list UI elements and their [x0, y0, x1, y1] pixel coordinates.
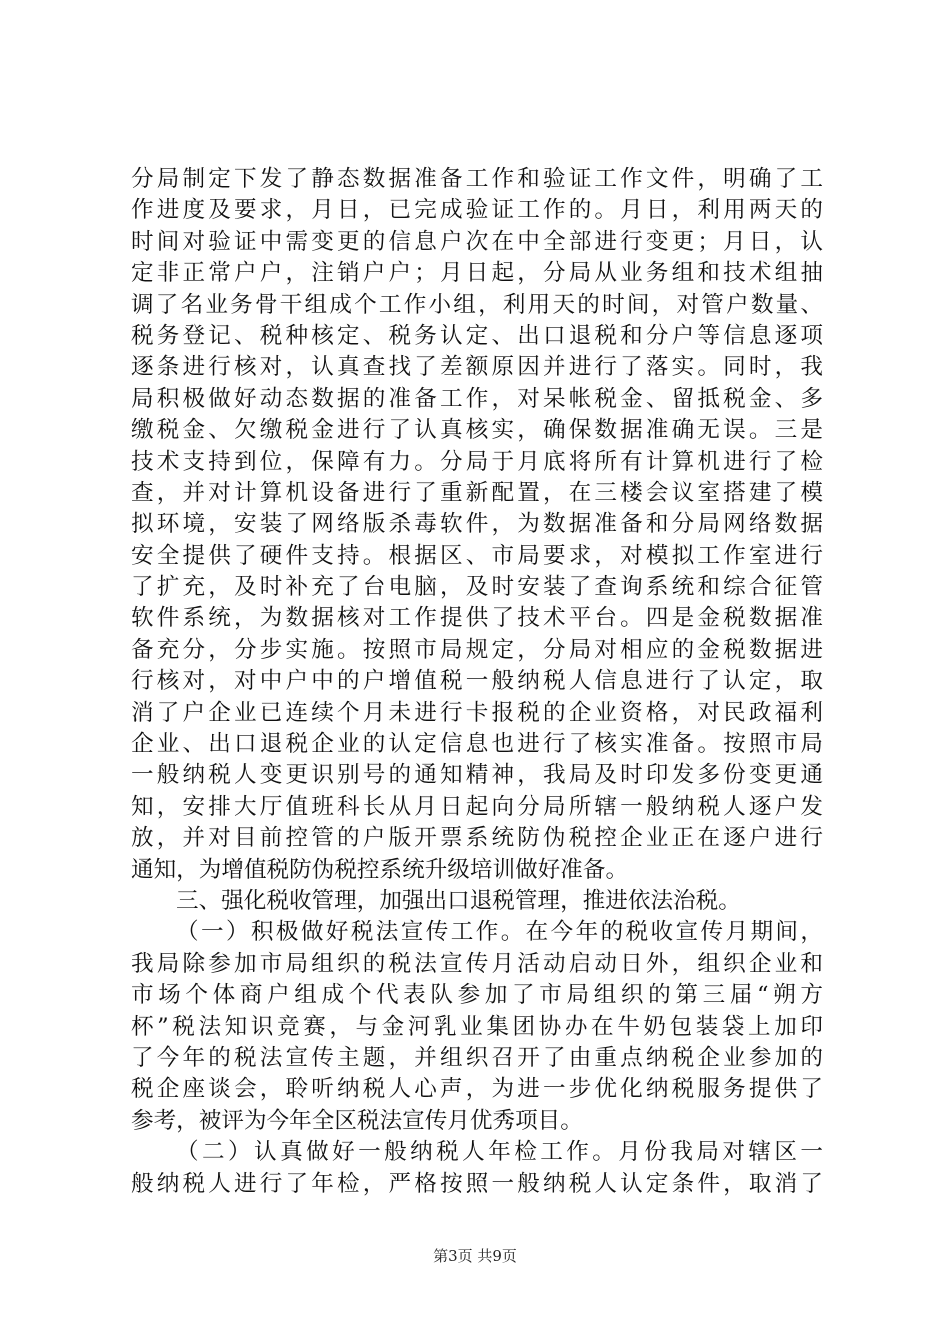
- text-line: 备充分，分步实施。按照市局规定，分局对相应的金税数据进: [131, 636, 823, 663]
- text-line: 企业、出口退税企业的认定信息也进行了核实准备。按照市局: [131, 731, 823, 758]
- text-line: 我局除参加市局组织的税法宣传月活动启动日外，组织企业和: [131, 950, 823, 977]
- page-number-footer: 第3页 共9页: [433, 1247, 517, 1265]
- text-line: 查，并对计算机设备进行了重新配置，在三楼会议室搭建了模: [131, 479, 823, 506]
- text-line: 了今年的税法宣传主题，并组织召开了由重点纳税企业参加的: [131, 1044, 823, 1071]
- text-line: 技术支持到位，保障有力。分局于月底将所有计算机进行了检: [131, 448, 823, 475]
- text-line: 调了名业务骨干组成个工作小组，利用天的时间，对管户数量、: [131, 291, 823, 318]
- text-line: 般纳税人进行了年检，严格按照一般纳税人认定条件，取消了: [131, 1170, 823, 1197]
- text-line: 一般纳税人变更识别号的通知精神，我局及时印发多份变更通: [131, 762, 823, 789]
- text-line: 知，安排大厅值班科长从月日起向分局所辖一般纳税人逐户发: [131, 793, 823, 820]
- text-line: 市场个体商户组成个代表队参加了市局组织的第三届“朔方: [131, 982, 823, 1009]
- text-line: 软件系统，为数据核对工作提供了技术平台。四是金税数据准: [131, 605, 823, 632]
- text-line: 时间对验证中需变更的信息户次在中全部进行变更；月日，认: [131, 228, 823, 255]
- text-line: 缴税金、欠缴税金进行了认真核实，确保数据准确无误。三是: [131, 417, 823, 444]
- text-line: 杯”税法知识竞赛，与金河乳业集团协办在牛奶包装袋上加印: [131, 1013, 823, 1040]
- text-line: 拟环境，安装了网络版杀毒软件，为数据准备和分局网络数据: [131, 511, 823, 538]
- text-line: 安全提供了硬件支持。根据区、市局要求，对模拟工作室进行: [131, 542, 823, 569]
- text-line: 了扩充，及时补充了台电脑，及时安装了查询系统和综合征管: [131, 574, 823, 601]
- document-body: [131, 164, 823, 1200]
- text-line: 放，并对目前控管的户版开票系统防伪税控企业正在逐户进行: [131, 825, 823, 852]
- text-line: 局积极做好动态数据的准备工作，对呆帐税金、留抵税金、多: [131, 385, 823, 412]
- text-line: 税企座谈会，聆听纳税人心声，为进一步优化纳税服务提供了: [131, 1076, 823, 1103]
- text-line: 行核对，对中户中的户增值税一般纳税人信息进行了认定，取: [131, 668, 823, 695]
- section-heading: 三、强化税收管理，加强出口退税管理，推进依法治税。: [176, 887, 741, 914]
- text-line: 逐条进行核对，认真查找了差额原因并进行了落实。同时，我: [131, 354, 823, 381]
- text-line: 消了户企业已连续个月未进行卡报税的企业资格，对民政福利: [131, 699, 823, 726]
- text-line: 税务登记、税种核定、税务认定、出口退税和分户等信息逐项: [131, 322, 823, 349]
- text-line: 分局制定下发了静态数据准备工作和验证工作文件，明确了工: [131, 166, 823, 192]
- text-line: 参考，被评为今年全区税法宣传月优秀项目。: [131, 1107, 583, 1134]
- text-line: 作进度及要求，月日，已完成验证工作的。月日，利用两天的: [131, 197, 823, 224]
- text-line: （二）认真做好一般纳税人年检工作。月份我局对辖区一: [176, 1139, 823, 1166]
- text-line: （一）积极做好税法宣传工作。在今年的税收宣传月期间，: [176, 919, 823, 946]
- text-line: 定非正常户户，注销户户；月日起，分局从业务组和技术组抽: [131, 260, 823, 287]
- text-line: 通知，为增值税防伪税控系统升级培训做好准备。: [131, 856, 629, 883]
